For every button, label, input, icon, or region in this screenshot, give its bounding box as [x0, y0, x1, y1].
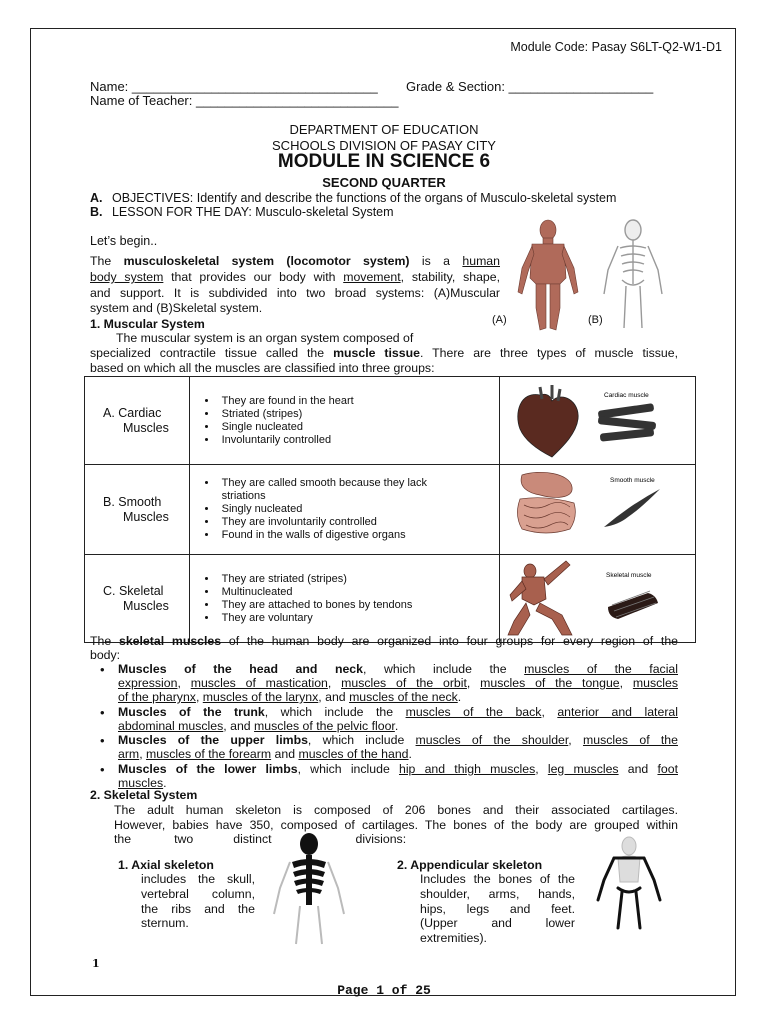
group-upper-limbs-line-2 — [118, 747, 412, 761]
intro-term: musculoskeletal system (locomotor system) — [123, 254, 410, 268]
smooth-label: B. Smooth — [103, 495, 162, 509]
shoulder-link[interactable]: muscles of the shoulder — [415, 733, 569, 747]
muscular-system-heading — [90, 317, 205, 331]
arm-link[interactable]: muscles of the — [582, 733, 678, 747]
arm-link-2[interactable]: arm — [118, 747, 140, 761]
foot-link[interactable]: foot — [657, 762, 678, 776]
list-item: • They are voluntary — [218, 612, 499, 625]
list-item: • Found in the walls of digestive organs — [218, 529, 499, 542]
intro-line-4: system and (B)Skeletal system. — [90, 301, 263, 315]
skeleton-figure — [604, 220, 662, 328]
axial-line-4: sternum. — [141, 916, 189, 930]
cardiac-image-caption: Cardiac muscle — [603, 392, 649, 399]
smooth-label-2: Muscles — [123, 509, 169, 524]
muscular-text: specialized contractile tissue called the — [90, 346, 334, 360]
cardiac-label-2: Muscles — [123, 420, 169, 435]
cardiac-fibers-icon — [598, 403, 657, 442]
table-row-smooth — [85, 465, 696, 555]
group-title: Muscles of the trunk — [118, 705, 265, 719]
objective-a-letter: A. — [90, 191, 103, 205]
back-link[interactable]: muscles of the back — [405, 705, 542, 719]
body-text: distinct — [233, 832, 272, 846]
body-text: two — [174, 832, 194, 846]
larynx-link[interactable]: muscles of the larynx — [202, 690, 319, 704]
body-text: , — [327, 676, 342, 690]
intro-text: that provides our body with — [163, 270, 344, 284]
table-row-skeletal — [85, 555, 696, 643]
objective-b-text: LESSON FOR THE DAY: Musculo-skeletal System — [111, 205, 394, 219]
heart-icon — [518, 394, 578, 457]
intro-line-1 — [90, 254, 500, 268]
objective-a-text: OBJECTIVES: Identify and describe the functions of the organs of Musculo-skeletal system — [111, 191, 617, 205]
forearm-link[interactable]: muscles of the forearm — [146, 747, 272, 761]
body-text: The — [90, 634, 119, 648]
list-item: • They are found in the heart — [218, 395, 499, 408]
group-head-neck-line-1 — [118, 662, 678, 676]
body-text: , which include — [297, 762, 399, 776]
digestive-organs-icon — [517, 472, 575, 533]
body-text: . — [163, 776, 167, 790]
axial-line-3: the ribs and the — [141, 902, 255, 916]
skeletal-bullets-cell — [189, 555, 499, 643]
skeletal-line-1: The adult human skeleton is composed of 206 bones and their associated cartilages. — [114, 803, 678, 817]
axial-skeleton-core-icon — [292, 833, 326, 905]
intro-text: The — [90, 254, 124, 268]
axial-title-text: 1. Axial skeleton — [118, 858, 214, 872]
body-text: , — [195, 690, 203, 704]
group-trunk-line-2: abdominal muscles, and muscles of the pelvic floor. — [118, 719, 399, 733]
group-title: Muscles of the upper limbs — [118, 733, 308, 747]
body-text: , — [466, 676, 481, 690]
kneeling-muscle-figure-icon — [508, 561, 572, 635]
skeletal-system-heading — [90, 788, 197, 802]
cardiac-muscle-image — [500, 377, 695, 461]
skeletal-muscle-image — [500, 555, 695, 639]
body-text: , which include — [307, 733, 416, 747]
skeletal-muscles-term: skeletal muscles — [118, 634, 222, 648]
smooth-muscle-image — [500, 465, 695, 551]
pharynx-link[interactable]: of the pharynx — [118, 690, 196, 704]
axial-skeleton-title — [118, 858, 214, 872]
facial-muscles-link[interactable]: muscles of the facial — [524, 662, 678, 676]
skeletal-label: C. Skeletal — [103, 584, 164, 598]
list-item: • They are called smooth because they lack striations — [218, 477, 462, 503]
list-item: • They are involuntarily controlled — [218, 516, 499, 529]
leg-link[interactable]: leg muscles — [547, 762, 619, 776]
body-text: and — [271, 747, 299, 761]
cardiac-bullets-cell — [189, 377, 499, 465]
axial-line-1: includes the skull, — [141, 872, 255, 886]
group-upper-limbs-line-1 — [118, 733, 678, 747]
hand-link[interactable]: muscles of the hand — [298, 747, 409, 761]
division-heading: SCHOOLS DIVISION OF PASAY CITY — [272, 138, 496, 153]
group-trunk-line-1 — [118, 705, 678, 719]
appendicular-line-2: shoulder, arms, hands, — [420, 887, 575, 901]
axial-skeleton-image — [262, 832, 356, 948]
group-title: Muscles of the head and neck — [118, 662, 363, 676]
list-item: • Single nucleated — [218, 421, 499, 434]
department-heading: DEPARTMENT OF EDUCATION — [289, 122, 479, 137]
module-code: Module Code: Pasay S6LT-Q2-W1-D1 — [510, 40, 722, 54]
body-text: , — [541, 705, 558, 719]
teacher-field-label: Name of Teacher: ____________________________ — [90, 93, 399, 108]
body-system-link[interactable]: body system — [90, 270, 164, 284]
group-head-neck-line-2 — [118, 676, 678, 690]
group-head-neck-line-3: of the pharynx, muscles of the larynx, and muscles of the neck. — [118, 690, 462, 704]
list-item: • Striated (stripes) — [218, 408, 499, 421]
anterior-lateral-link[interactable]: anterior and lateral — [557, 705, 678, 719]
appendicular-line-5: extremities). — [420, 931, 487, 945]
mastication-link[interactable]: muscles of mastication — [190, 676, 328, 690]
name-field-label: Name: __________________________________ — [90, 79, 378, 94]
smooth-bullets-cell — [189, 465, 499, 555]
muscular-line-3: based on which all the muscles are classified into three groups: — [90, 361, 435, 375]
body-text: of the human body are organized into four groups for every region of the — [221, 634, 679, 648]
objective-b — [90, 205, 394, 219]
list-item: • Multinucleated — [218, 586, 499, 599]
page-number: 1 — [92, 957, 100, 970]
page-of-label: Page 1 of 25 — [337, 983, 431, 998]
skeletal-muscles-intro-2: body: — [90, 648, 121, 662]
appendicular-title-text: 2. Appendicular skeleton — [397, 858, 543, 872]
orbit-link[interactable]: muscles of the orbit — [341, 676, 467, 690]
body-text: , — [619, 676, 633, 690]
group-title: Muscles of the lower limbs — [118, 762, 298, 776]
skeletal-image-caption: Skeletal muscle — [605, 572, 652, 579]
foot-muscles-link[interactable]: muscles — [118, 776, 164, 790]
neck-link[interactable]: muscles of the neck — [349, 690, 458, 704]
appendicular-line-1: Includes the bones of the — [420, 872, 575, 886]
axial-line-2: vertebral column, — [141, 887, 255, 901]
list-item: • Involuntarily controlled — [218, 434, 499, 447]
list-item: • Singly nucleated — [218, 503, 499, 516]
list-item: • They are striated (stripes) — [218, 573, 499, 586]
skeletal-line-2: However, babies have 350, composed of cartilages. The bones of the body are grouped within — [114, 818, 678, 832]
body-text: . — [394, 719, 399, 733]
muscular-system-figure — [518, 220, 578, 330]
hip-thigh-link[interactable]: hip and thigh muscles — [398, 762, 536, 776]
appendicular-line-4: (Upper and lower — [420, 916, 575, 930]
objective-a — [90, 191, 616, 205]
body-text: , — [568, 733, 583, 747]
quarter-heading: SECOND QUARTER — [322, 175, 446, 190]
body-text: the — [114, 832, 132, 846]
cardiac-label: A. Cardiac — [103, 406, 162, 420]
body-text: . — [408, 747, 412, 761]
body-text: divisions: — [355, 832, 407, 846]
smooth-cell-icon — [604, 489, 660, 527]
skeletal-label-cell — [85, 555, 190, 643]
skeletal-heading-text: 2. Skeletal System — [90, 788, 198, 802]
muscular-line-1: The muscular system is an organ system composed of — [116, 331, 414, 345]
smooth-label-cell — [85, 465, 190, 555]
skeletal-image-cell — [499, 555, 695, 643]
abdominal-link[interactable]: abdominal muscles — [118, 719, 224, 733]
list-item: • They are attached to bones by tendons — [218, 599, 499, 612]
human-link[interactable]: human — [462, 254, 500, 268]
module-title: MODULE IN SCIENCE 6 — [277, 151, 491, 172]
figure-a-label: (A) — [492, 314, 507, 326]
body-text: and — [618, 762, 658, 776]
muscles-link[interactable]: muscles — [632, 676, 678, 690]
skeletal-line-3 — [114, 832, 614, 846]
intro-line-3: and support. It is subdivided into two broad systems: (A)Muscular — [90, 286, 500, 300]
grade-section-field-label: Grade & Section: ____________________ — [406, 79, 654, 94]
skeletal-muscles-intro — [90, 634, 678, 648]
smooth-image-caption: Smooth muscle — [609, 477, 655, 484]
appendicular-line-3: hips, legs and feet. — [420, 902, 575, 916]
cardiac-label-cell — [85, 377, 190, 465]
lets-begin-text: Let’s begin.. — [90, 234, 158, 248]
appendicular-skeleton-image — [590, 836, 668, 932]
body-text: , — [535, 762, 548, 776]
skeletal-fiber-bundle-icon — [608, 591, 658, 619]
muscle-types-table — [84, 376, 696, 643]
body-text: , which include the — [264, 705, 406, 719]
skeletal-label-2: Muscles — [123, 598, 169, 613]
objective-b-letter: B. — [90, 205, 103, 219]
body-text: , which include the — [362, 662, 525, 676]
pelvic-floor-link[interactable]: muscles of the pelvic floor — [254, 719, 395, 733]
muscular-text: . There are three types of muscle tissue, — [419, 346, 679, 360]
appendicular-skeleton-title — [397, 858, 542, 872]
expression-link[interactable]: expression — [118, 676, 178, 690]
group-lower-limbs-line-1 — [118, 762, 678, 776]
body-text: , — [139, 747, 147, 761]
smooth-image-cell — [499, 465, 695, 555]
table-row-cardiac — [85, 377, 696, 465]
intro-text: is a — [409, 254, 463, 268]
muscular-heading-text: 1. Muscular System — [90, 317, 205, 331]
body-text: . — [457, 690, 462, 704]
intro-text: , stability, shape, — [400, 270, 500, 284]
intro-line-2 — [90, 270, 500, 284]
body-text: , — [177, 676, 191, 690]
muscle-tissue-term: muscle tissue — [333, 346, 420, 360]
figure-b-label: (B) — [588, 314, 603, 326]
cardiac-image-cell — [499, 377, 695, 465]
movement-link[interactable]: movement — [343, 270, 401, 284]
muscular-line-2 — [90, 346, 678, 360]
tongue-link[interactable]: muscles of the tongue — [480, 676, 620, 690]
